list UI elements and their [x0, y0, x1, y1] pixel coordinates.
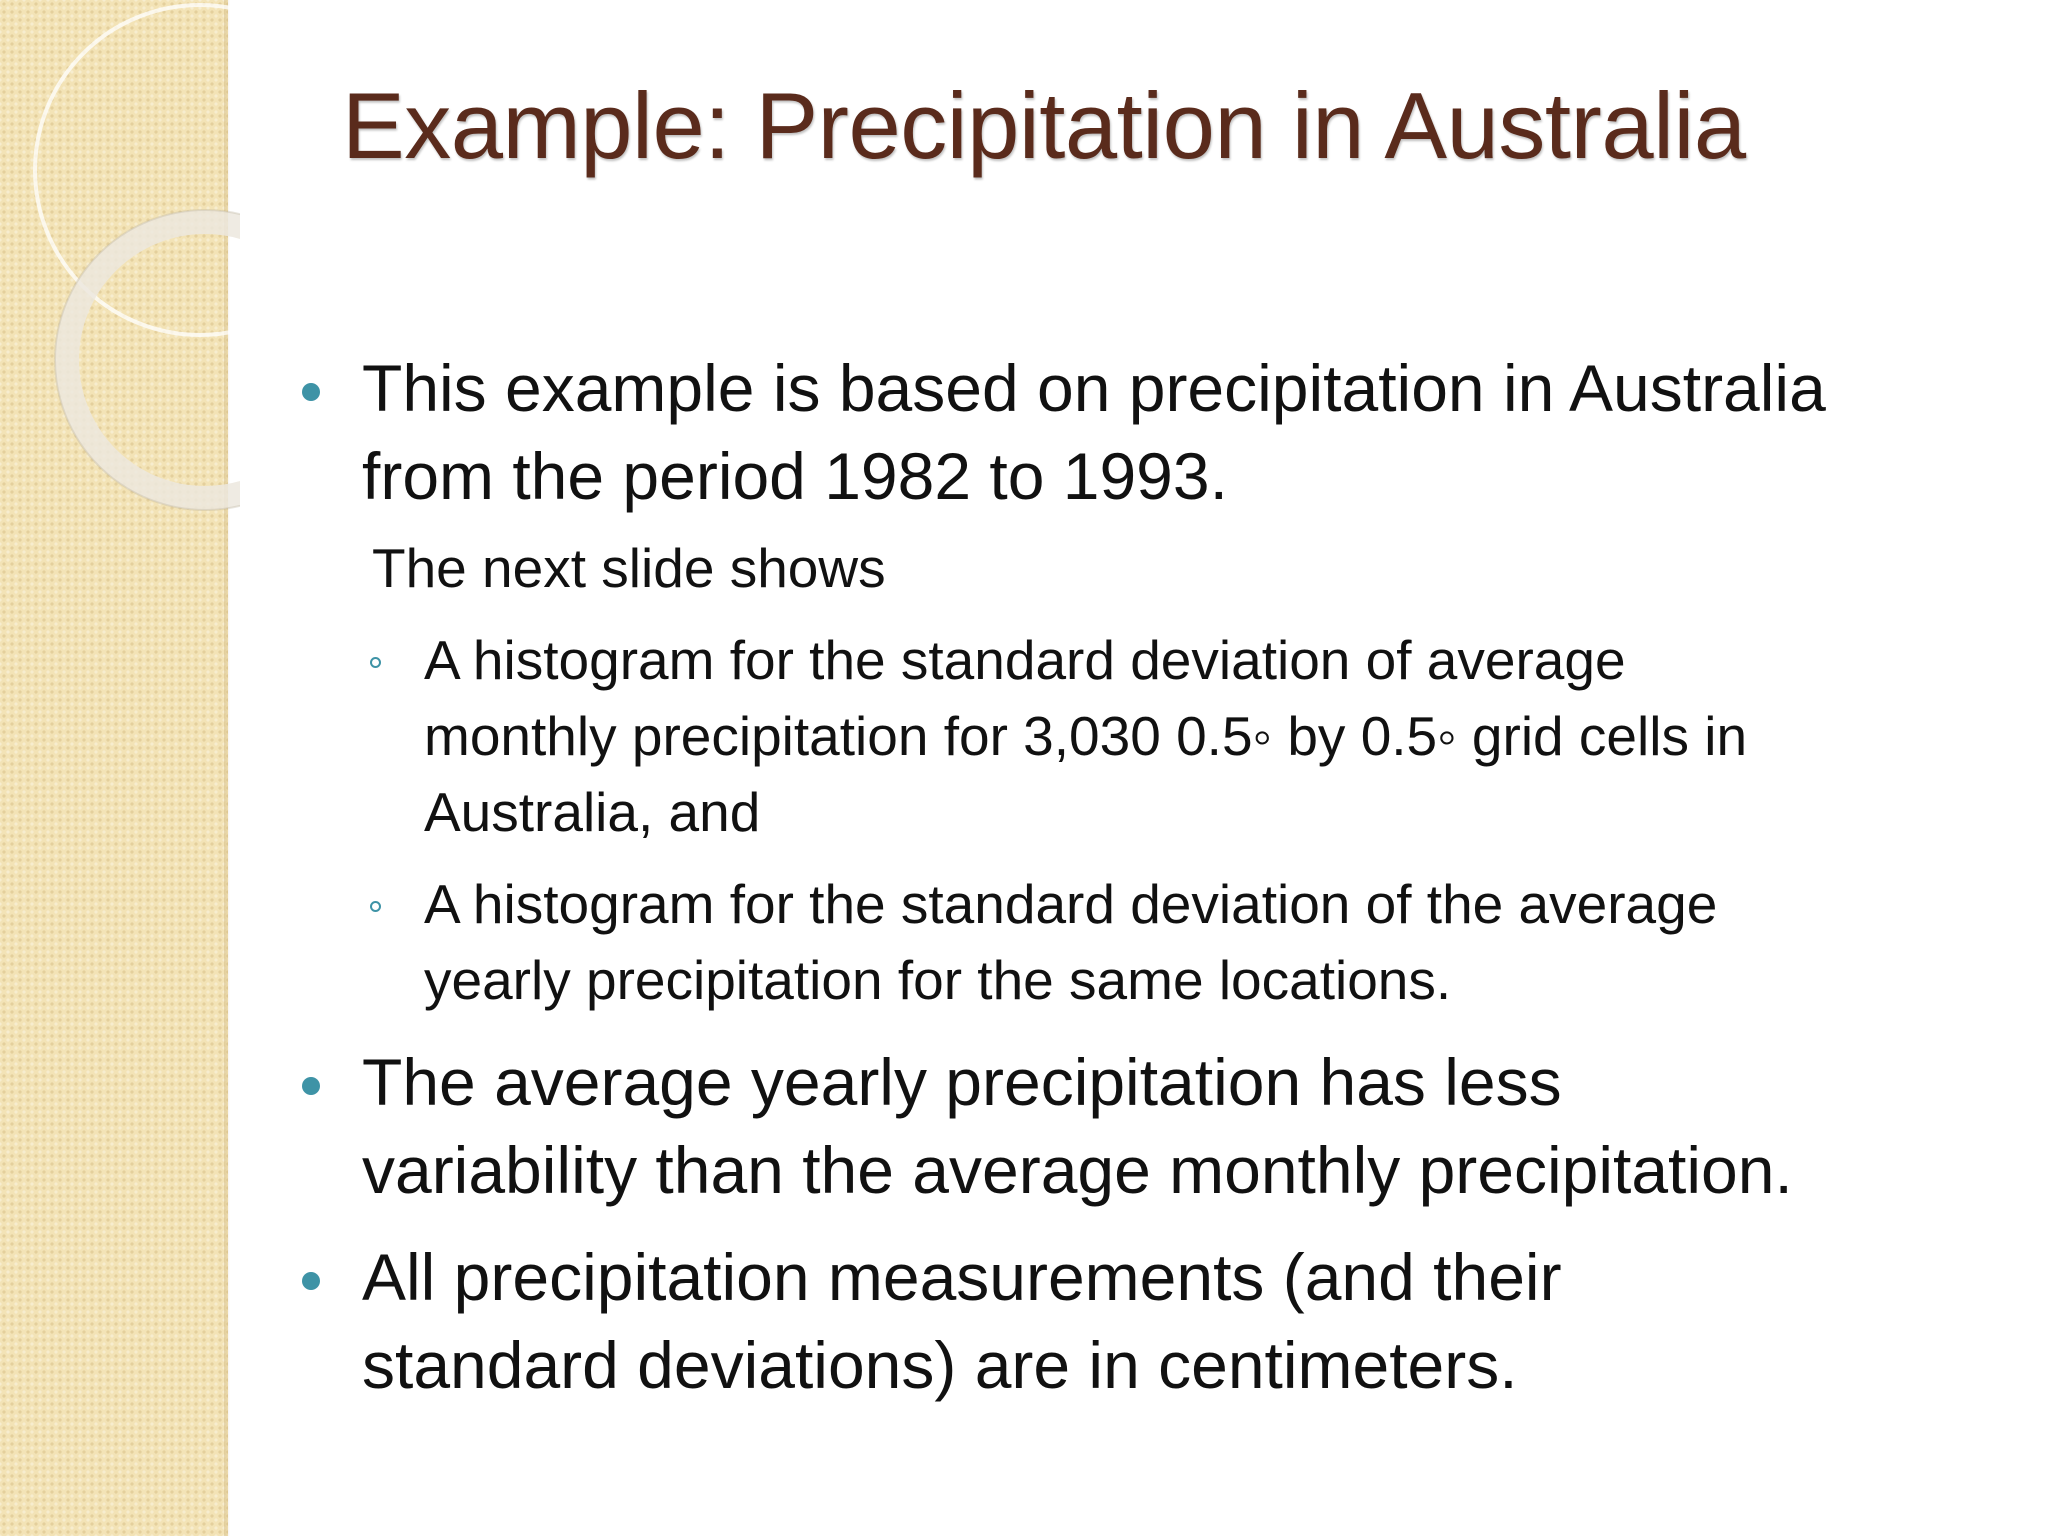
- bullet-line: The average yearly precipitation has less: [362, 1045, 1562, 1119]
- sub-bullet-line: Australia, and: [424, 781, 761, 843]
- sub-bullet-circle-icon: [370, 657, 381, 668]
- bullet-dot-icon: [302, 1272, 320, 1290]
- bullet-line: from the period 1982 to 1993.: [362, 439, 1228, 513]
- bullet-dot-icon: [302, 1077, 320, 1095]
- bullet-text: [362, 1233, 2042, 1409]
- bullet-text: [362, 1038, 2042, 1214]
- sub-bullet-text: [424, 622, 2024, 850]
- slide-title: Example: Precipitation in Australia: [342, 73, 1746, 178]
- bullet-line: This example is based on precipitation in Australia: [362, 351, 1826, 425]
- sub-bullet-circle-icon: [370, 901, 381, 912]
- bullet-dot-icon: [302, 383, 320, 401]
- bullet-line: All precipitation measurements (and their: [362, 1240, 1562, 1314]
- bullet-line: variability than the average monthly precipitation.: [362, 1133, 1793, 1207]
- sub-bullet-line: monthly precipitation for 3,030 0.5◦ by 0.5◦ grid cells in: [424, 705, 1748, 767]
- subheading-text: The next slide shows: [372, 537, 886, 599]
- sub-bullet-line: yearly precipitation for the same locations.: [424, 949, 1452, 1011]
- sub-bullet-text: [424, 866, 2024, 1018]
- sub-bullet-line: A histogram for the standard deviation of average: [424, 629, 1626, 691]
- bullet-line: standard deviations) are in centimeters.: [362, 1328, 1518, 1402]
- sub-bullet-line: A histogram for the standard deviation of the average: [424, 873, 1718, 935]
- bullet-text: [362, 344, 2042, 520]
